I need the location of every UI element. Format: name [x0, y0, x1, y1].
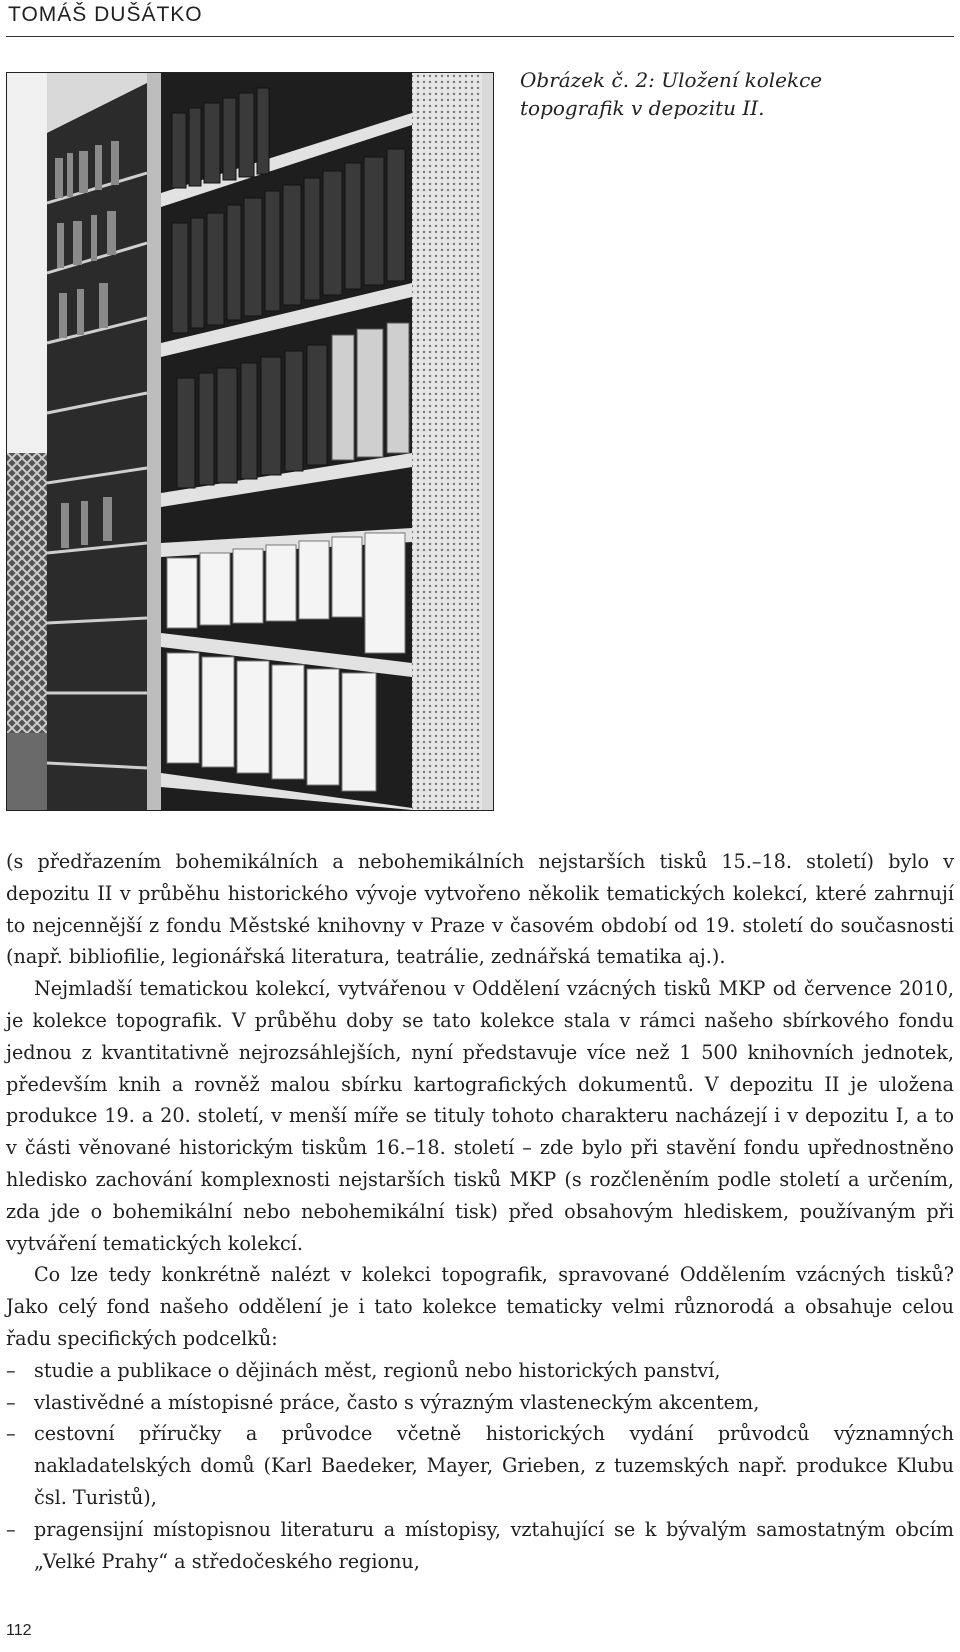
list-dash: –: [6, 1517, 16, 1541]
list-item: [6, 1514, 954, 1578]
list-dash: –: [6, 1422, 16, 1446]
figure-caption: Obrázek č. 2: Uložení kolekce topografik v depozitu II.: [520, 68, 823, 120]
author-name: TOMÁŠ DUŠÁTKO: [8, 3, 203, 26]
list-dash: –: [6, 1358, 16, 1382]
list-dash: –: [6, 1390, 16, 1414]
running-header: [6, 0, 954, 37]
subcollection-list: [6, 1355, 954, 1578]
list-item: [6, 1418, 954, 1513]
paragraph-2: Nejmladší tematickou kolekcí, vytvářenou v Oddělení vzácných tisků MKP od července 2010, je kolekce topografik. V průběhu doby se tato kolekce stala v rámci našeho sbírkového fondu jednou z kvantitativně nejrozsáhlejších, nyní představuje více než 1 500 knihovních jednotek, především knih a rovněž malou sbírku kartografických dokumentů. V depozitu II je uložena produkce 19. a 20. století, v menší míře se tituly tohoto charakteru nacházejí i v depozitu I, a to v části věnované historickým tiskům 16.–18. století – zde bylo při stavění fondu upřednostněno hledisko zachování komplexnosti nejstarších tisků MKP (s rozčleněním podle století a určením, zda jde o bohemikální nebo nebohemikální tisk) před obsahovým hlediskem, používaným při vytváření tematických kolekcí.: [6, 977, 954, 1255]
list-item-text: pragensijní místopisnou literaturu a místopisy, vztahující se k bývalým samostatným obcím „Velké Prahy“ a středočeského regionu,: [34, 1517, 954, 1573]
photo-illustration: [7, 73, 493, 810]
paragraph-1: (s předřazením bohemikálních a nebohemikálních nejstarších tisků 15.–18. století) bylo v depozitu II v průběhu historického vývoje vytvořeno několik tematických kolekcí, které zahrnují to nejcennější z fondu Městské knihovny v Praze v časovém období od 19. století do současnosti (např. bibliofilie, legionářská literatura, teatrálie, zednářská tematika aj.).: [6, 850, 954, 969]
paragraph-3: Co lze tedy konkrétně nalézt v kolekci topografik, spravované Oddělením vzácných tisků? Jako celý fond našeho oddělení je i tato kolekce tematicky velmi různorodá a obsahuje celou řadu specifických podcelků:: [6, 1263, 954, 1350]
list-item-text: studie a publikace o dějinách měst, regionů nebo historických panství,: [34, 1358, 721, 1382]
list-item: [6, 1387, 954, 1419]
list-item-text: vlastivědné a místopisné práce, často s výrazným vlasteneckým akcentem,: [34, 1390, 760, 1414]
library-shelves-photo: [6, 72, 494, 811]
page-number: 112: [6, 1622, 32, 1639]
list-item-text: cestovní příručky a průvodce včetně historických vydání průvodců významných nakladatelských domů (Karl Baedeker, Mayer, Grieben, z tuzemských např. produkce Klubu čsl. Turistů),: [34, 1422, 954, 1509]
article-body: [6, 846, 954, 1577]
list-item: [6, 1355, 954, 1387]
